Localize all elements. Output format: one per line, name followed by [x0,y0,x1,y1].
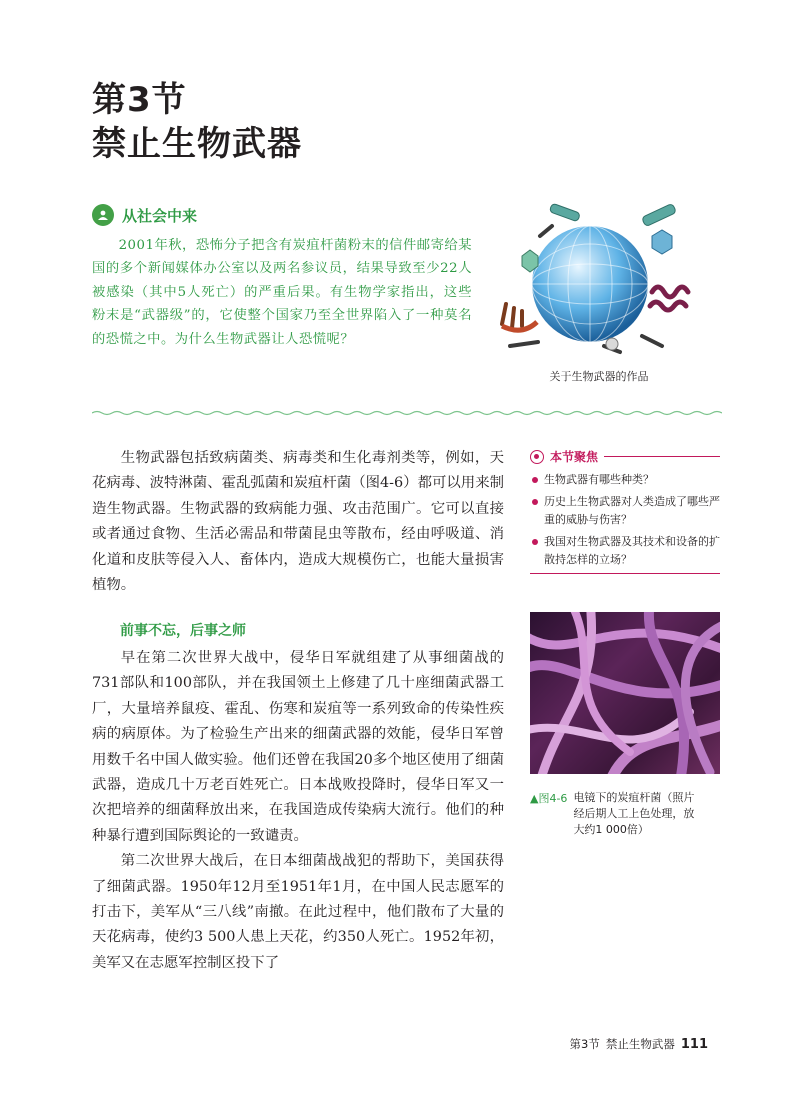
intro-text: 2001年秋，恐怖分子把含有炭疽杆菌粉末的信件邮寄给某国的多个新闻媒体办公室以及两名参议员，结果导致至少22人被感染（其中5人死亡）的严重后果。有生物学家指出，这些粉末是“武器级”的，它使整个国家乃至全世界陷入了一种莫名的恐慌之中。为什么生物武器让人恐慌呢？ [92,238,472,347]
figure-number: ▲图4-6 [530,792,568,805]
focus-bottom-rule [530,573,720,574]
intro-label: 从社会中来 [122,206,198,225]
focus-item: 我国对生物武器及其技术和设备的扩散持怎样的立场？ [530,533,720,569]
section-number: 第3节 [92,80,187,120]
focus-title: 本节聚焦 [550,450,599,464]
page-footer [570,1036,708,1052]
paragraph-text: 第二次世界大战后，在日本细菌战战犯的帮助下，美国获得了细菌武器。1950年12月至1951年1月，在中国人民志愿军的打击下，美军从“三八线”南撤。在此过程中，他们散布了大量的天花病毒，使约3 500人患上天花，约350人死亡。1952年初，美军又在志愿军控制区投下了 [92,853,504,971]
wavy-divider [92,410,722,416]
focus-list [530,471,720,569]
section-focus-box [530,448,720,574]
artwork-caption: 关于生物武器的作品 [549,370,649,383]
footer-section: 第3节 [569,1037,600,1051]
body-paragraphs [92,646,504,976]
paragraph-text: 生物武器包括致病菌类、病毒类和生化毒剂类等，例如，天花病毒、波特淋菌、霍乱弧菌和炭疽杆菌（图4-6）都可以用来制造生物武器。生物武器的致病能力强、攻击范围广。它可以直接或者通过食物、生活必需品和带菌昆虫等散布，经由呼吸道、消化道和皮肤等侵入人、畜体内，造成大规模伤亡，也能大量损害植物。 [92,450,504,594]
focus-header [530,448,720,465]
subheading: 前事不忘，后事之师 [120,623,246,639]
intro-header [92,204,197,226]
paragraph-text: 早在第二次世界大战中，侵华日军就组建了从事细菌战的731部队和100部队，并在我国领土上修建了几十座细菌武器工厂，大量培养鼠疫、霍乱、伤寒和炭疽等一系列致命的传染性疾病的病原体。为了检验生产出来的细菌武器的效能，侵华日军曾用数千名中国人做实验。他们还曾在我国20多个地区使用了细菌武器，造成几十万老百姓死亡。日本战败投降时，侵华日军又一次把培养的细菌释放出来，在我国造成传染病大流行。他们的种种暴行遭到国际舆论的一致谴责。 [92,650,504,844]
footer-title: 禁止生物武器 [605,1037,675,1051]
page-number: 111 [680,1037,708,1052]
bioweapon-artwork [492,196,706,366]
section-title [92,78,302,166]
focus-item: 生物武器有哪些种类？ [530,471,720,489]
society-icon [92,204,114,226]
focus-rule [604,456,720,457]
figure-caption-text: 电镜下的炭疽杆菌（照片经后期人工上色处理，放大约1 000倍） [573,791,695,836]
section-name: 禁止生物武器 [92,124,302,164]
body-paragraph-1 [92,446,504,598]
anthrax-micrograph [530,612,720,774]
target-icon [530,450,544,464]
focus-item: 历史上生物武器对人类造成了哪些严重的威胁与伤害？ [530,493,720,529]
figure-caption [530,790,703,838]
